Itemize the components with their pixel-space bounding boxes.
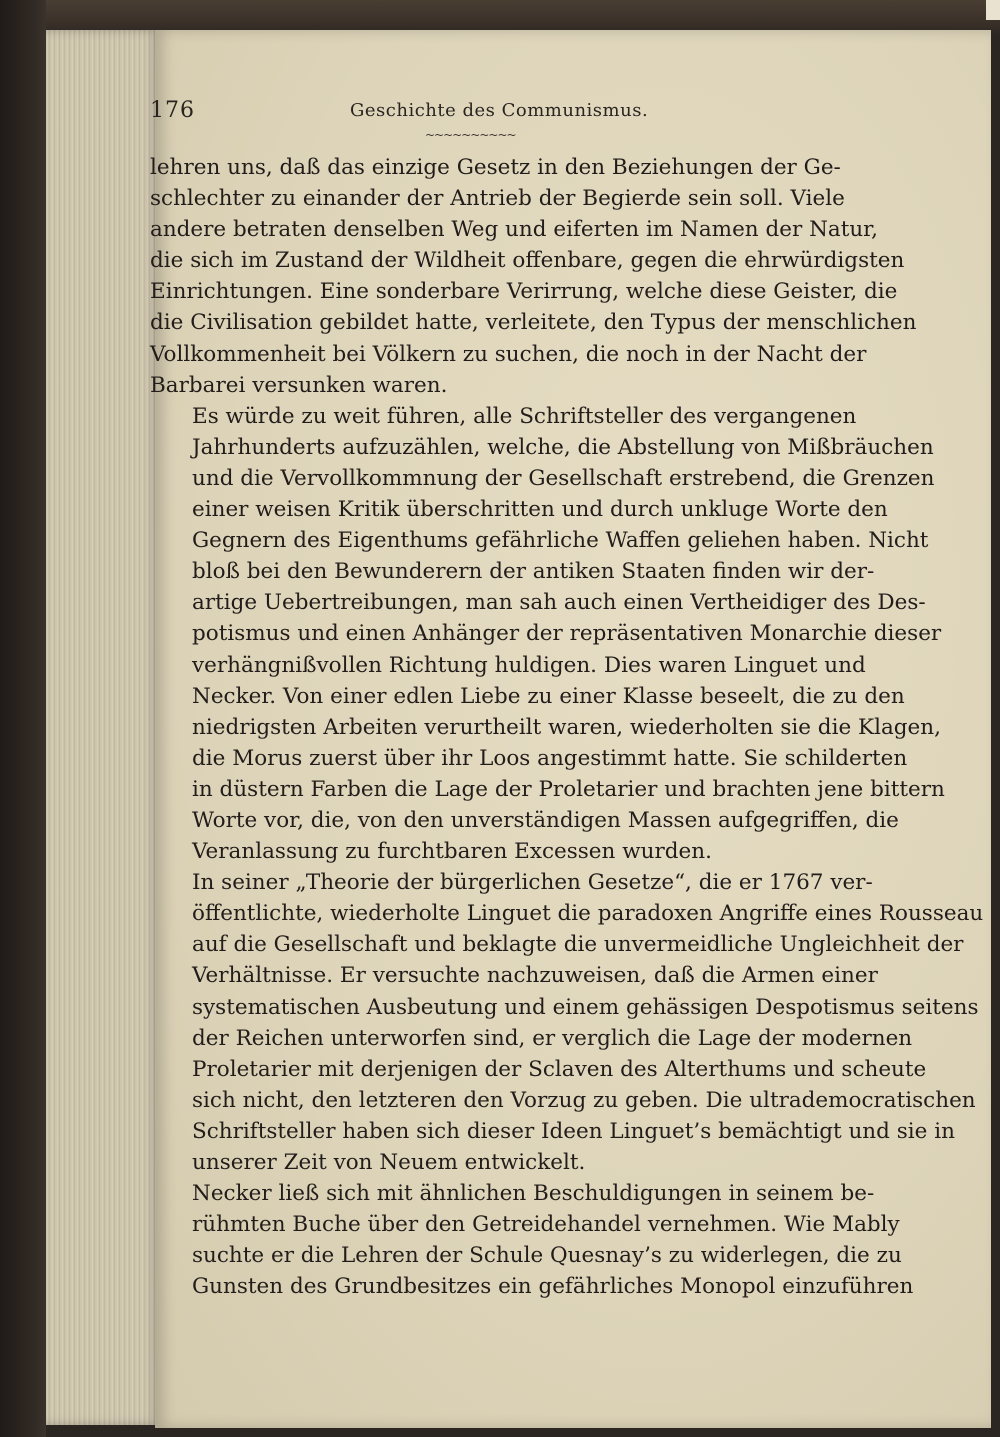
- text-line: Veranlassung zu furchtbaren Excessen wurden.: [192, 839, 712, 865]
- text-line: Gegnern des Eigenthums gefährliche Waffen geliehen haben. Nicht: [192, 528, 929, 554]
- text-line: unserer Zeit von Neuem entwickelt.: [192, 1150, 586, 1175]
- body-text: [150, 152, 984, 1302]
- text-line: Es würde zu weit führen, alle Schriftsteller des vergangenen: [192, 403, 857, 429]
- paragraph: [150, 867, 984, 1178]
- text-line: Vollkommenheit bei Völkern zu suchen, die noch in der Nacht der: [150, 341, 867, 367]
- text-line: verhängnißvollen Richtung huldigen. Dies waren Linguet und: [192, 652, 866, 678]
- text-line: Gunsten des Grundbesitzes ein gefährliches Monopol einzuführen: [192, 1274, 914, 1300]
- book-spine-edge: [0, 0, 46, 1437]
- text-line: Barbarei versunken waren.: [150, 372, 448, 398]
- text-line: Proletarier mit derjenigen der Sclaven des Alterthums und scheute: [192, 1056, 927, 1082]
- text-line: bloß bei den Bewunderern der antiken Staaten finden wir der-: [192, 559, 875, 585]
- paragraph: [150, 401, 945, 867]
- text-line: der Reichen unterworfen sind, er verglich die Lage der modernen: [192, 1025, 913, 1051]
- page-header: [150, 98, 810, 128]
- text-line: einer weisen Kritik überschritten und durch unkluge Worte den: [192, 497, 888, 523]
- text-line: suchte er die Lehren der Schule Quesnay’s zu widerlegen, die zu: [192, 1243, 902, 1269]
- text-line: die Civilisation gebildet hatte, verleitete, den Typus der menschlichen: [150, 310, 917, 336]
- scan-corner-marker: [986, 0, 1000, 20]
- text-line: lehren uns, daß das einzige Gesetz in den Beziehungen der Ge-: [150, 155, 841, 180]
- text-line: sich nicht, den letzteren den Vorzug zu geben. Die ultrademocratischen: [192, 1087, 976, 1113]
- text-line: die Morus zuerst über ihr Loos angestimmt hatte. Sie schilderten: [192, 745, 908, 771]
- page-stack-edges: [46, 30, 160, 1425]
- text-line: rühmten Buche über den Getreidehandel vernehmen. Wie Mably: [192, 1212, 900, 1238]
- page-number: 176: [150, 98, 195, 123]
- text-line: die sich im Zustand der Wildheit offenbare, gegen die ehrwürdigsten: [150, 248, 905, 274]
- text-line: und die Vervollkommnung der Gesellschaft erstrebend, die Grenzen: [192, 465, 935, 491]
- running-title: Geschichte des Communismus.: [350, 100, 649, 121]
- text-line: systematischen Ausbeutung und einem gehässigen Despotismus seitens: [192, 994, 979, 1020]
- text-line: auf die Gesellschaft und beklagte die unvermeidliche Ungleichheit der: [192, 932, 964, 958]
- text-line: andere betraten denselben Weg und eiferten im Namen der Natur,: [150, 217, 878, 243]
- text-line: potismus und einen Anhänger der repräsentativen Monarchie dieser: [192, 621, 942, 647]
- text-line: öffentlichte, wiederholte Linguet die paradoxen Angriffe eines Rousseau: [192, 901, 984, 927]
- text-line: In seiner „Theorie der bürgerlichen Gesetze“, die er 1767 ver-: [192, 870, 873, 896]
- paragraph: [150, 1178, 914, 1302]
- text-line: Einrichtungen. Eine sonderbare Verirrung, welche diese Geister, die: [150, 279, 898, 305]
- text-line: Necker. Von einer edlen Liebe zu einer Klasse beseelt, die zu den: [192, 683, 905, 709]
- text-line: Necker ließ sich mit ähnlichen Beschuldigungen in seinem be-: [192, 1181, 875, 1207]
- header-ornament: ~~~~~~~~~~: [425, 128, 516, 142]
- text-line: artige Uebertreibungen, man sah auch einen Vertheidiger des Des-: [192, 590, 926, 616]
- text-line: Schriftsteller haben sich dieser Ideen Linguet’s bemächtigt und sie in: [192, 1118, 955, 1144]
- text-line: niedrigsten Arbeiten verurtheilt waren, wiederholten sie die Klagen,: [192, 714, 941, 740]
- text-line: Worte vor, die, von den unverständigen Massen aufgegriffen, die: [192, 807, 899, 833]
- paragraph: [150, 152, 917, 401]
- text-line: in düstern Farben die Lage der Proletarier und brachten jene bittern: [192, 776, 945, 802]
- text-line: Verhältnisse. Er versuchte nachzuweisen, daß die Armen einer: [192, 963, 878, 989]
- text-line: schlechter zu einander der Antrieb der Begierde sein soll. Viele: [150, 186, 845, 212]
- text-line: Jahrhunderts aufzuzählen, welche, die Abstellung von Mißbräuchen: [192, 434, 934, 460]
